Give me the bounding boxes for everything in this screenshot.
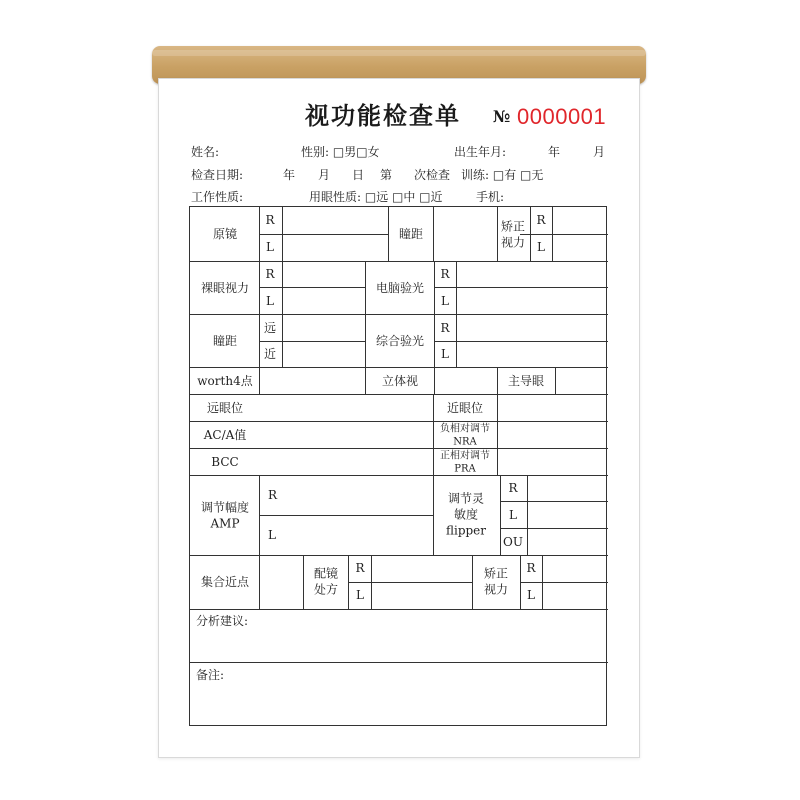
right-eye-label: R — [526, 561, 536, 575]
npc-label: 集合近点 — [200, 575, 250, 589]
remarks-label: 备注: — [196, 668, 225, 682]
visit-prefix: 第 — [380, 168, 393, 182]
exam-month-unit: 月 — [318, 168, 331, 182]
exam-table — [189, 206, 607, 726]
right-eye-label: R — [265, 213, 275, 227]
worth-4dot-label: worth4点 — [197, 374, 253, 388]
corrected-va-label-top: 矫正 — [500, 219, 526, 234]
pd-label: 瞳距 — [398, 227, 424, 241]
serial-number: 0000001 — [517, 104, 607, 129]
birth-label: 出生年月: — [454, 145, 507, 159]
exam-year-unit: 年 — [283, 168, 296, 182]
birth-month-unit: 月 — [593, 145, 606, 159]
right-eye-label: R — [536, 213, 546, 227]
far-phoria-label: 远眼位 — [206, 401, 244, 415]
training-field[interactable]: 训练: □有 □无 — [461, 168, 544, 182]
gender-field[interactable]: 性别: □男□女 — [301, 145, 380, 159]
naked-va-label: 裸眼视力 — [200, 281, 250, 295]
left-eye-label: L — [441, 347, 449, 361]
phone-label: 手机: — [476, 190, 505, 204]
exam-day-unit: 日 — [352, 168, 365, 182]
left-eye-label: L — [537, 240, 545, 254]
exam-date-label: 检查日期: — [191, 168, 244, 182]
nra-label-bottom: NRA — [453, 436, 477, 448]
right-eye-label: R — [355, 561, 365, 575]
left-eye-label: L — [268, 528, 276, 542]
pra-label-top: 正相对调节 — [440, 450, 490, 462]
corrected-va-label-bottom: 视力 — [483, 582, 509, 597]
analysis-label: 分析建议: — [196, 614, 249, 628]
pra-label-bottom: PRA — [454, 463, 476, 475]
left-eye-label: L — [509, 508, 517, 522]
right-eye-label: R — [440, 321, 450, 335]
job-label: 工作性质: — [191, 190, 244, 204]
original-glasses-label: 原镜 — [212, 227, 238, 241]
both-eyes-label: OU — [503, 535, 523, 549]
birth-year-unit: 年 — [548, 145, 561, 159]
far-label: 远 — [263, 321, 277, 335]
eye-use-field[interactable]: 用眼性质: □远 □中 □近 — [309, 190, 443, 204]
visit-suffix: 次检查 — [414, 168, 451, 182]
left-eye-label: L — [266, 294, 274, 308]
bcc-label: BCC — [211, 455, 239, 469]
numero-sign: № — [493, 107, 511, 126]
right-eye-label: R — [265, 267, 275, 281]
right-eye-label: R — [508, 481, 518, 495]
stereopsis-label: 立体视 — [381, 374, 419, 388]
computer-optometry-label: 电脑验光 — [375, 281, 425, 295]
amp-label-top: 调节幅度 — [200, 500, 250, 515]
left-eye-label: L — [266, 240, 274, 254]
name-label: 姓名: — [191, 145, 220, 159]
prescription-label-top: 配镜 — [313, 566, 339, 581]
prescription-label-bottom: 处方 — [313, 582, 339, 597]
form-title: 视功能检查单 — [305, 101, 461, 130]
aca-ratio-label: AC/A值 — [203, 428, 247, 442]
near-label: 近 — [263, 347, 277, 361]
near-phoria-label: 近眼位 — [446, 401, 484, 415]
right-eye-label: R — [440, 267, 450, 281]
corrected-va-label-top: 矫正 — [483, 566, 509, 581]
left-eye-label: L — [441, 294, 449, 308]
flipper-label-line2: 敏度 — [453, 507, 479, 522]
right-eye-label: R — [268, 488, 278, 502]
nra-label-top: 负相对调节 — [440, 423, 490, 435]
comprehensive-optometry-label: 综合验光 — [375, 334, 425, 348]
flipper-label-line1: 调节灵 — [447, 491, 485, 506]
flipper-label-line3: flipper — [445, 523, 487, 538]
dominant-eye-label: 主导眼 — [507, 374, 545, 388]
pd-label-2: 瞳距 — [212, 334, 238, 348]
corrected-va-label-bottom: 视力 — [500, 235, 526, 250]
left-eye-label: L — [356, 588, 364, 602]
amp-label-bottom: AMP — [210, 516, 240, 531]
left-eye-label: L — [527, 588, 535, 602]
